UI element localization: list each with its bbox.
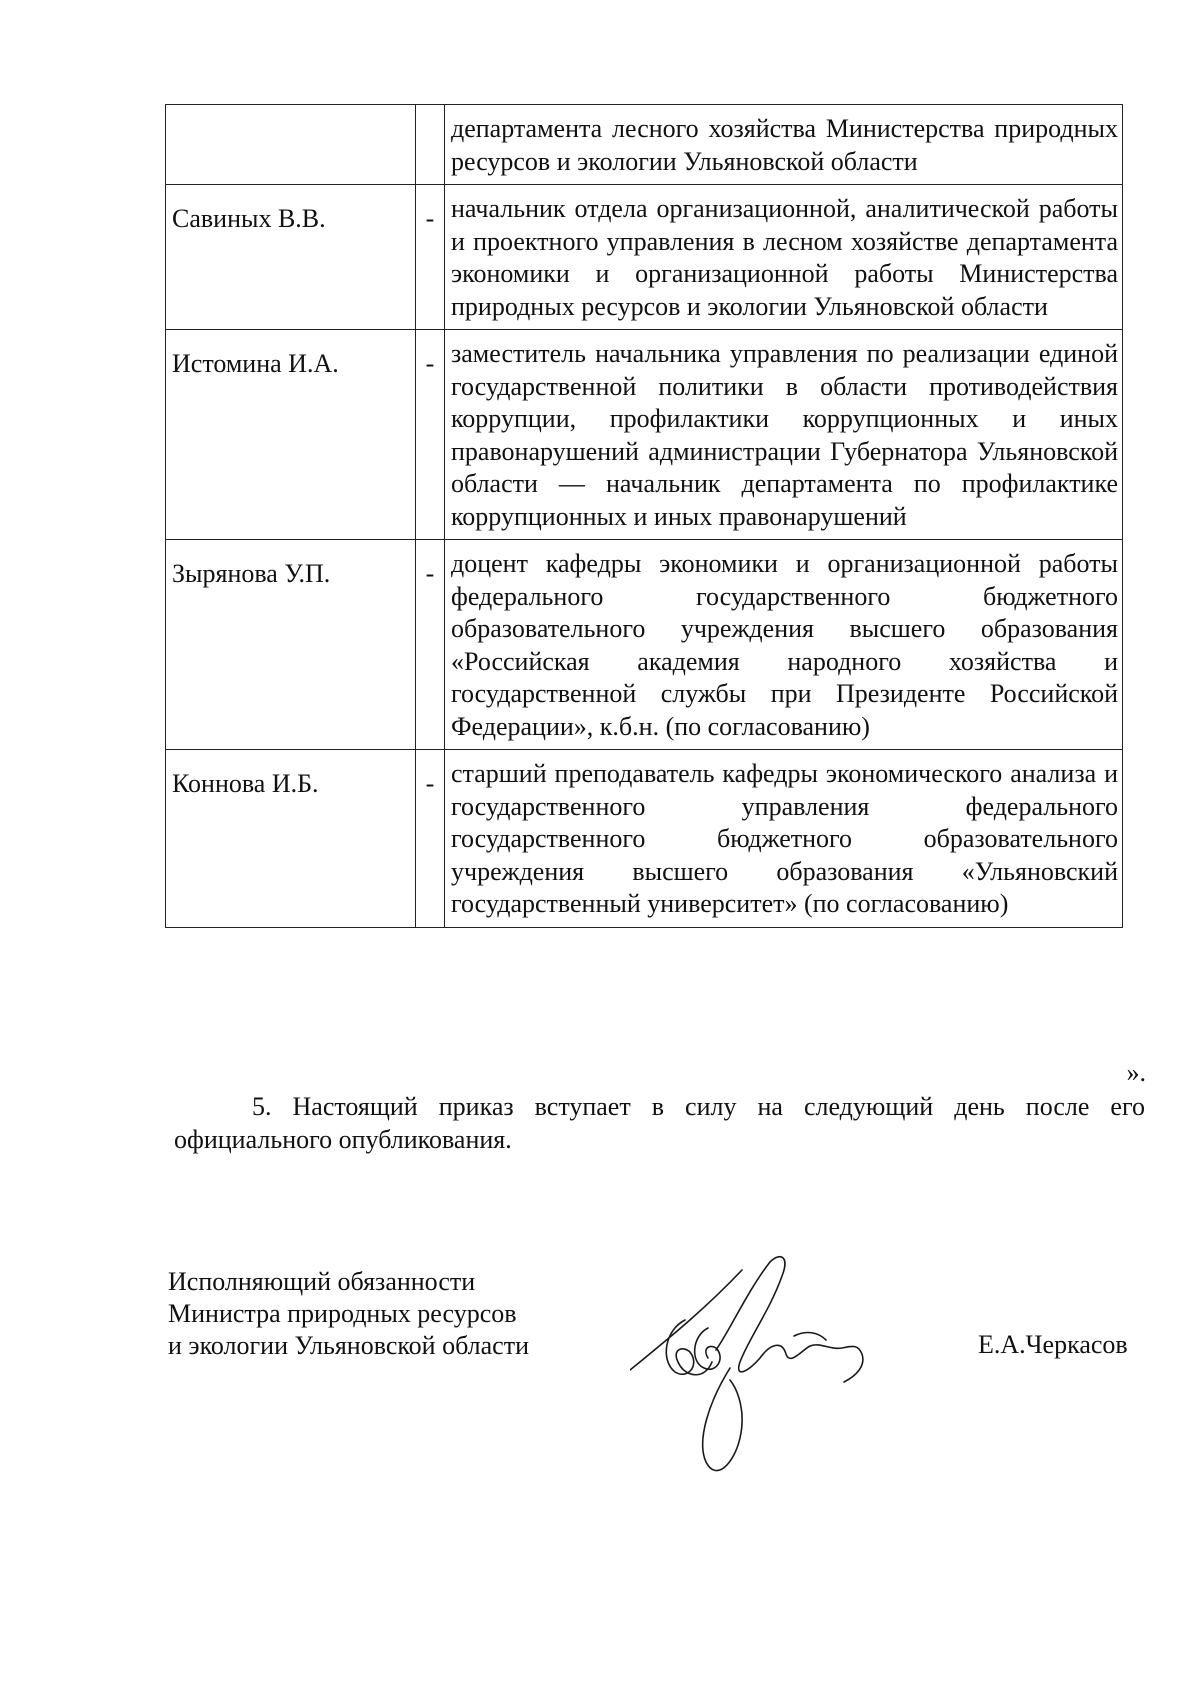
member-position: заместитель начальника управления по реализации единой государственной политики в области противодействия коррупции, профилактики коррупционных и иных правонарушений администрации Губернатора Ульяновской области — начальник департамента по профилактике коррупционных и иных правонарушений [445,330,1123,540]
signatory-position [168,1266,529,1362]
position-line: и экологии Ульяновской области [168,1331,529,1360]
member-position: старший преподаватель кафедры экономического анализа и государственного управления федерального государственного бюджетного образовательного учреждения высшего образования «Ульяновский государственный университет» (по согласованию) [445,750,1123,928]
table-row [166,540,1123,750]
paragraph-5: 5. Настоящий приказ вступает в силу на следующий день после его официального опубликования. [174,1092,1145,1154]
table-row [166,330,1123,540]
member-name: Истомина И.А. [166,330,416,540]
closing-quote: ». [1126,1058,1146,1087]
member-name: Зырянова У.П. [166,540,416,750]
member-name: Коннова И.Б. [166,750,416,928]
signer-name: Е.А.Черкасов [978,1330,1128,1359]
member-position: департамента лесного хозяйства Министерства природных ресурсов и экологии Ульяновской области [445,105,1123,185]
table-row [166,105,1123,185]
member-name: Савиных В.В. [166,185,416,330]
position-line: Министра природных ресурсов [168,1299,517,1328]
member-position: начальник отдела организационной, аналитической работы и проектного управления в лесном хозяйстве департамента экономики и организационной работы Министерства природных ресурсов и экологии Ульяновской области [445,185,1123,330]
handwritten-signature [630,1250,930,1480]
dash-cell: - [416,750,445,928]
member-name [166,105,416,185]
members-table [165,104,1123,928]
member-position: доцент кафедры экономики и организационной работы федерального государственного бюджетного образовательного учреждения высшего образования «Российская академия народного хозяйства и государственной службы при Президенте Российской Федерации», к.б.н. (по согласованию) [445,540,1123,750]
table-row [166,185,1123,330]
dash-cell [416,105,445,185]
dash-cell: - [416,540,445,750]
dash-cell: - [416,330,445,540]
dash-cell: - [416,185,445,330]
table-row [166,750,1123,928]
position-line: Исполняющий обязанности [168,1267,476,1296]
